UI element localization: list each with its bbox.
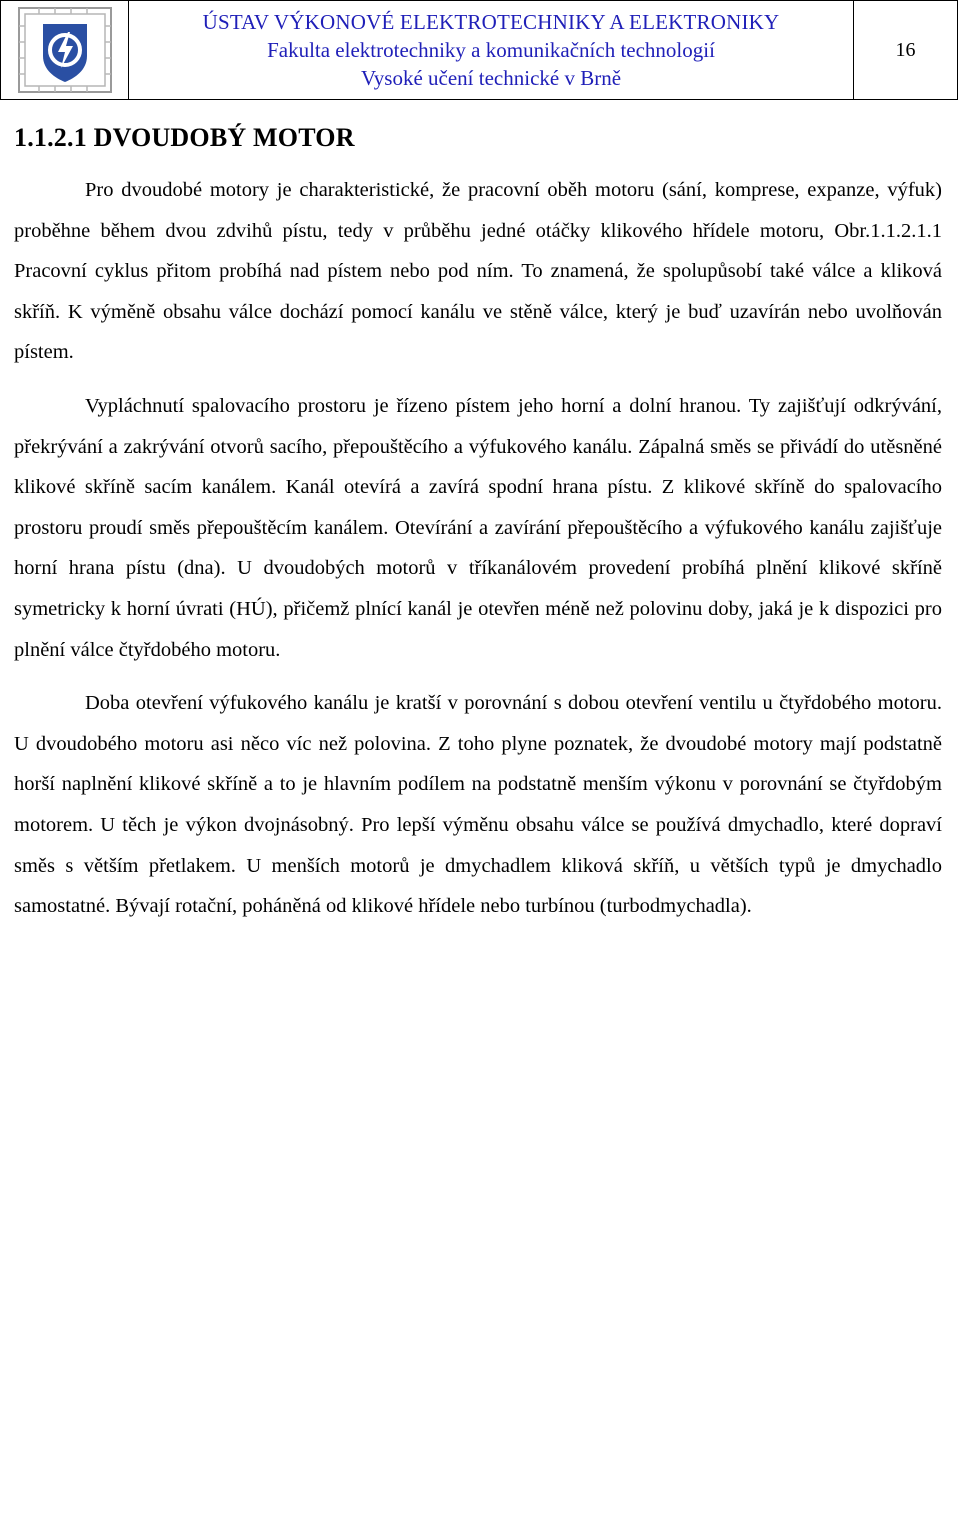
figure-reference: Obr.1.1.2.1.1	[834, 219, 942, 242]
paragraph-1-start: Pro dvoudobé motory je charakteristické, že pracovní oběh motoru (sání, komprese, expanze, výfuk) proběhne během dvou zdvihů pístu, tedy v průběhu jedné otáčky klikového hřídele motoru,	[14, 179, 942, 242]
body-text	[14, 170, 942, 940]
paragraph-1-end: Pracovní cyklus přitom probíhá nad pístem nebo pod ním. To znamená, že spolupůsobí také válce a kliková skříň. K výměně obsahu válce dochází pomocí kanálu ve stěně válce, který je buď uzavírán nebo uvolňován pístem.	[14, 260, 942, 364]
section-title: 1.1.2.1 DVOUDOBÝ MOTOR	[14, 123, 355, 152]
institute-name: ÚSTAV VÝKONOVÉ ELEKTROTECHNIKY A ELEKTRONIKY	[202, 10, 780, 34]
paragraph-2: Vypláchnutí spalovacího prostoru je řízeno pístem jeho horní a dolní hranou. Ty zajišťují odkrývání, překrývání a zakrývání otvorů sacího, přepouštěcího a výfukového kanálu. Zápalná směs se přivádí do utěsněné klikové skříně sacím kanálem. Kanál otevírá a zavírá spodní hrana pístu. Z klikové skříně do spalovacího prostoru proudí směs přepouštěcím kanálem. Otevírání a zavírání přepouštěcího a výfukového kanálu zajišťuje horní hrana pístu (dna). U dvoudobých motorů v tříkanálovém provedení probíhá plnění klikové skříně symetricky k horní úvrati (HÚ), přičemž plnící kanál je otevřen méně než polovinu doby, jaká je k dispozici pro plnění válce čtyřdobého motoru.	[14, 394, 942, 661]
page-number: 16	[895, 38, 916, 61]
paragraph-1	[14, 170, 942, 373]
faculty-name: Fakulta elektrotechniky a komunikačních technologií	[267, 38, 715, 62]
header-title-block	[129, 1, 854, 99]
logo-cell	[1, 1, 129, 99]
paragraph-3: Doba otevření výfukového kanálu je kratší v porovnání s dobou otevření ventilu u čtyřdobého motoru. U dvoudobého motoru asi něco víc než polovina. Z toho plyne poznatek, že dvoudobé motory mají podstatně horší naplnění klikové skříně a to je hlavním podílem na podstatně menším výkonu v porovnání se čtyřdobým motorem. U těch je výkon dvojnásobný. Pro lepší výměnu obsahu válce se používá dmychadlo, které dopraví směs s větším přetlakem. U menších motorů je dmychadlem kliková skříň, u větších typů je dmychadlo samostatné. Bývají rotační, poháněná od klikové hřídele nebo turbínou (turbodmychadla).	[14, 692, 942, 918]
university-logo-icon	[15, 4, 115, 96]
university-name: Vysoké učení technické v Brně	[360, 66, 622, 90]
page-header	[0, 0, 958, 100]
